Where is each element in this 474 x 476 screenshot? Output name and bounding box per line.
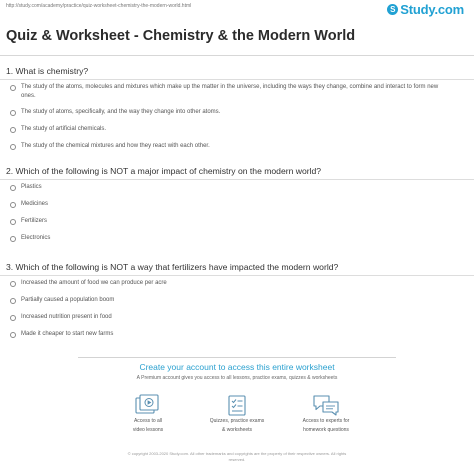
radio-button[interactable] xyxy=(10,219,16,225)
feature-label: homework questions xyxy=(303,426,349,433)
answer-option-label: The study of atoms, specifically, and the way they change into other atoms. xyxy=(21,109,221,115)
study-logo-text: Study.com xyxy=(400,2,464,17)
answer-option-label: Fertilizers xyxy=(21,218,48,224)
answer-option-label: Plastics xyxy=(21,184,42,190)
radio-button[interactable] xyxy=(10,127,16,133)
answer-option[interactable] xyxy=(10,142,450,151)
question-divider xyxy=(0,179,474,180)
answer-option-label: Electronics xyxy=(21,235,51,241)
radio-button[interactable] xyxy=(10,85,16,91)
question-text: 2. Which of the following is NOT a major impact of chemistry on the modern world? xyxy=(6,166,322,176)
experts-chat-icon xyxy=(312,394,340,416)
page-title: Quiz & Worksheet - Chemistry & the Modern World xyxy=(6,28,356,44)
feature-label: Access to experts for xyxy=(302,418,350,424)
question-divider xyxy=(0,275,474,276)
radio-button[interactable] xyxy=(10,298,16,304)
feature-label: & worksheets xyxy=(221,426,252,433)
answer-option[interactable] xyxy=(10,108,450,117)
radio-button[interactable] xyxy=(10,315,16,321)
answer-option[interactable] xyxy=(10,125,450,134)
feature-label: Quizzes, practice exams xyxy=(209,418,265,424)
title-divider xyxy=(0,55,474,56)
radio-button[interactable] xyxy=(10,332,16,338)
answer-option[interactable] xyxy=(10,330,450,339)
video-lessons-icon xyxy=(135,394,161,416)
promo-divider xyxy=(78,357,396,358)
answer-option[interactable] xyxy=(10,83,450,100)
radio-button[interactable] xyxy=(10,110,16,116)
answer-option[interactable] xyxy=(10,200,450,209)
answer-option-label: The study of artificial chemicals. xyxy=(21,126,107,132)
study-logo[interactable] xyxy=(387,2,464,17)
answer-option[interactable] xyxy=(10,234,450,243)
feature-label: Access to all xyxy=(133,418,163,424)
answer-option-label: Partially caused a population boom xyxy=(21,297,115,303)
question-text: 1. What is chemistry? xyxy=(6,66,89,76)
answer-option-label: Increased the amount of food we can produce per acre xyxy=(21,280,167,286)
study-logo-icon: S xyxy=(387,4,398,15)
copyright-line: © copyright 2003-2020 Study.com. All other trademarks and copyrights are the property of their respective owners. All rights xyxy=(127,451,347,456)
answer-option-label: Made it cheaper to start new farms xyxy=(21,331,114,337)
answer-option[interactable] xyxy=(10,279,450,288)
question-divider xyxy=(0,79,474,80)
answer-option-label: The study of the chemical mixtures and how they react with each other. xyxy=(21,143,210,149)
copyright-footer xyxy=(92,451,382,462)
feature-label: video lessons xyxy=(132,426,164,433)
question-text: 3. Which of the following is NOT a way that fertilizers have impacted the modern world? xyxy=(6,262,339,272)
radio-button[interactable] xyxy=(10,144,16,150)
promo-subtitle: A Premium account gives you access to all lessons, practice exams, quizzes & worksheets xyxy=(136,375,338,381)
answer-option[interactable] xyxy=(10,183,450,192)
quizzes-worksheets-icon xyxy=(224,394,250,416)
radio-button[interactable] xyxy=(10,185,16,191)
feature-experts xyxy=(271,394,381,433)
create-account-link[interactable]: Create your account to access this entire worksheet xyxy=(139,362,335,372)
radio-button[interactable] xyxy=(10,236,16,242)
answer-option-label: The study of the atoms, molecules and mixtures which make up the matter in the universe, including the ways they change, combine and interact to form new ones. xyxy=(21,84,439,99)
answer-option[interactable] xyxy=(10,313,450,322)
radio-button[interactable] xyxy=(10,202,16,208)
copyright-line: reserved. xyxy=(228,456,246,462)
answer-option[interactable] xyxy=(10,296,450,305)
answer-option[interactable] xyxy=(10,217,450,226)
answer-option-label: Medicines xyxy=(21,201,49,207)
answer-option-label: Increased nutrition present in food xyxy=(21,314,112,320)
radio-button[interactable] xyxy=(10,281,16,287)
url-text: http://study.com/academy/practice/quiz-worksheet-chemistry-the-modern-world.html xyxy=(6,3,192,9)
